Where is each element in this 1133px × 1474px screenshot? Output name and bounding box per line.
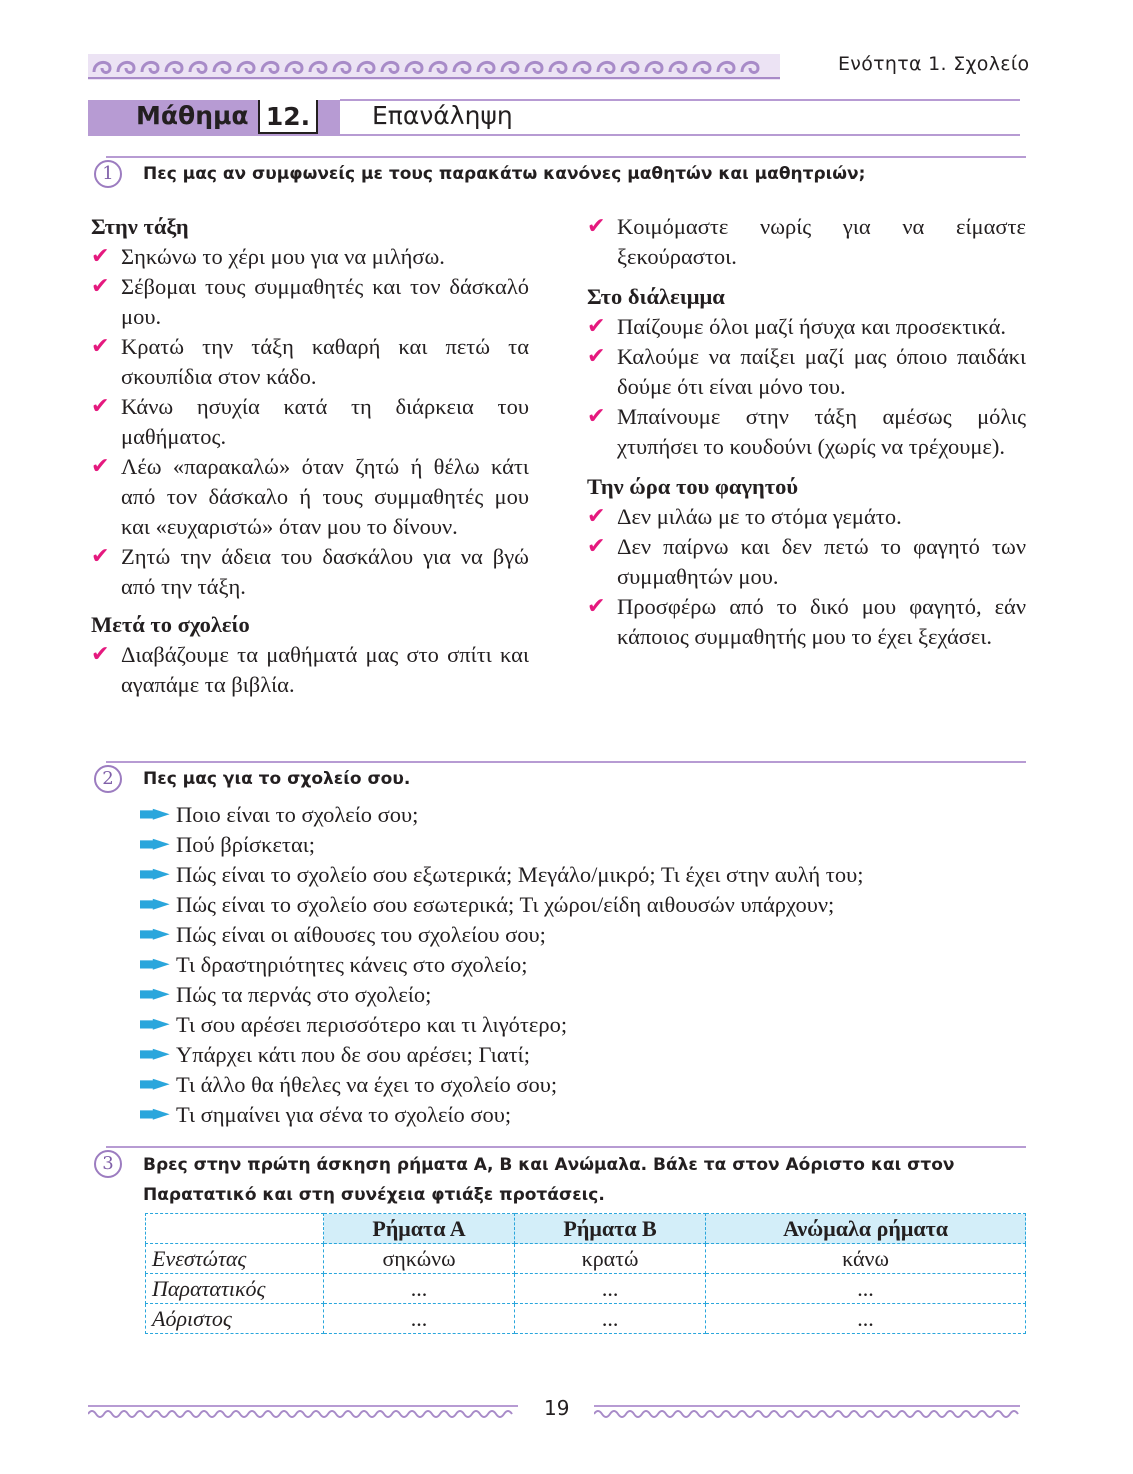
table-header-cell: Ανώμαλα ρήματα	[706, 1214, 1026, 1244]
verb-table	[145, 1213, 1026, 1334]
rule-item: ✔ Διαβάζουμε τα μαθήματά μας στο σπίτι και αγαπάμε τα βιβλία.	[91, 642, 529, 697]
rule-item: ✔ Καλούμε να παίξει μαζί μας όποιο παιδάκι δούμε ότι είναι μόνο του.	[587, 344, 1026, 399]
footer-wave-left	[88, 1404, 518, 1418]
table-cell: ...	[324, 1274, 515, 1304]
arrow-icon: ▬►	[138, 1011, 164, 1036]
rule-item: ✔ Κάνω ησυχία κατά τη διάρκεια του μαθήματος.	[91, 394, 529, 449]
exercise2-question-list	[138, 800, 1028, 1130]
check-icon: ✔	[587, 214, 606, 239]
table-cell: κρατώ	[515, 1244, 706, 1274]
exercise1-left-column	[91, 212, 529, 700]
rule-item: ✔ Παίζουμε όλοι μαζί ήσυχα και προσεκτικά.	[587, 312, 1026, 342]
arrow-icon: ▬►	[138, 921, 164, 946]
question-item: ▬► Ποιο είναι το σχολείο σου;	[138, 801, 419, 827]
check-icon: ✔	[91, 334, 110, 359]
check-icon: ✔	[587, 504, 606, 529]
table-cell: ...	[706, 1304, 1026, 1334]
rule-item: ✔ Κρατώ την τάξη καθαρή και πετώ τα σκουπίδια στον κάδο.	[91, 334, 529, 389]
rule-item: ✔ Δεν παίρνω και δεν πετώ το φαγητό των συμμαθητών μου.	[587, 534, 1026, 589]
section-heading: Στο διάλειμμα	[587, 284, 725, 309]
section-heading: Την ώρα του φαγητού	[587, 474, 799, 499]
question-item: ▬► Πώς τα περνάς στο σχολείο;	[138, 981, 432, 1007]
arrow-icon: ▬►	[138, 981, 164, 1006]
lesson-title: Επανάληψη	[372, 101, 513, 130]
exercise1-line	[106, 156, 1026, 158]
section-heading: Στην τάξη	[91, 214, 189, 239]
check-icon: ✔	[91, 642, 110, 667]
check-icon: ✔	[91, 454, 110, 479]
table-cell: κάνω	[706, 1244, 1026, 1274]
exercise3-prompt: Βρες στην πρώτη άσκηση ρήματα Α, Β και Ανώμαλα. Βάλε τα στον Αόριστο και στον Παρατατικό και στη συνέχεια φτιάξε προτάσεις.	[143, 1155, 955, 1205]
rule-item: ✔ Σέβομαι τους συμμαθητές και τον δάσκαλό μου.	[91, 274, 529, 329]
rule-item: ✔ Κοιμόμαστε νωρίς για να είμαστε ξεκούραστοι.	[587, 214, 1026, 269]
row-label: Αόριστος	[146, 1304, 324, 1334]
table-row	[146, 1304, 1026, 1334]
check-icon: ✔	[91, 394, 110, 419]
check-icon: ✔	[587, 594, 606, 619]
unit-title: Ενότητα 1. Σχολείο	[838, 53, 1030, 75]
check-icon: ✔	[587, 314, 606, 339]
lesson-line-bottom	[340, 134, 1020, 136]
page-number: 19	[544, 1396, 570, 1420]
question-item: ▬► Υπάρχει κάτι που δε σου αρέσει; Γιατί;	[138, 1041, 530, 1067]
rule-item: ✔ Σηκώνω το χέρι μου για να μιλήσω.	[91, 242, 529, 272]
exercise1-number: 1	[94, 160, 122, 188]
rule-item: ✔ Προσφέρω από το δικό μου φαγητό, εάν κάποιος συμμαθητής μου το έχει ξεχάσει.	[587, 594, 1026, 649]
table-cell: ...	[515, 1274, 706, 1304]
table-header-row	[146, 1214, 1026, 1244]
exercise1-prompt: Πες μας αν συμφωνείς με τους παρακάτω κανόνες μαθητών και μαθητριών;	[143, 164, 866, 184]
arrow-icon: ▬►	[138, 861, 164, 886]
question-item: ▬► Πού βρίσκεται;	[138, 831, 316, 857]
question-item: ▬► Τι άλλο θα ήθελες να έχει το σχολείο σου;	[138, 1071, 558, 1097]
footer-wave-right	[594, 1404, 1020, 1418]
arrow-icon: ▬►	[138, 801, 164, 826]
table-header-cell	[146, 1214, 324, 1244]
arrow-icon: ▬►	[138, 1071, 164, 1096]
check-icon: ✔	[91, 544, 110, 569]
table-header-cell: Ρήματα Α	[324, 1214, 515, 1244]
arrow-icon: ▬►	[138, 891, 164, 916]
rule-item: ✔ Λέω «παρακαλώ» όταν ζητώ ή θέλω κάτι από τον δάσκαλο ή τους συμμαθητές μου και «ευχαριστώ» όταν μου το δίνουν.	[91, 454, 529, 539]
rule-item: ✔ Μπαίνουμε στην τάξη αμέσως μόλις χτυπήσει το κουδούνι (χωρίς να τρέχουμε).	[587, 404, 1026, 459]
arrow-icon: ▬►	[138, 951, 164, 976]
lesson-number: 12.	[258, 100, 318, 134]
table-header-cell: Ρήματα Β	[515, 1214, 706, 1244]
exercise3-line	[106, 1146, 1026, 1148]
check-icon: ✔	[587, 344, 606, 369]
exercise2-prompt: Πες μας για το σχολείο σου.	[143, 769, 411, 789]
lesson-word: Μάθημα	[136, 101, 249, 130]
table-cell: ...	[324, 1304, 515, 1334]
table-cell: ...	[515, 1304, 706, 1334]
check-icon: ✔	[91, 274, 110, 299]
question-item: ▬► Πώς είναι οι αίθουσες του σχολείου σου;	[138, 921, 546, 947]
question-item: ▬► Τι σου αρέσει περισσότερο και τι λιγότερο;	[138, 1011, 568, 1037]
row-label: Ενεστώτας	[146, 1244, 324, 1274]
arrow-icon: ▬►	[138, 1041, 164, 1066]
check-icon: ✔	[91, 244, 110, 269]
rule-item: ✔ Ζητώ την άδεια του δασκάλου για να βγώ από την τάξη.	[91, 544, 529, 599]
arrow-icon: ▬►	[138, 831, 164, 856]
section-heading: Μετά το σχολείο	[91, 612, 250, 637]
exercise1-right-column	[587, 212, 1026, 652]
question-item: ▬► Τι σημαίνει για σένα το σχολείο σου;	[138, 1101, 512, 1127]
question-item: ▬► Πώς είναι το σχολείο σου εξωτερικά; Μεγάλο/μικρό; Τι έχει στην αυλή του;	[138, 861, 864, 887]
check-icon: ✔	[587, 534, 606, 559]
exercise2-number: 2	[94, 765, 122, 793]
check-icon: ✔	[587, 404, 606, 429]
table-row	[146, 1274, 1026, 1304]
exercise3-number: 3	[94, 1150, 122, 1178]
exercise2-line	[106, 761, 1026, 763]
row-label: Παρατατικός	[146, 1274, 324, 1304]
arrow-icon: ▬►	[138, 1101, 164, 1126]
question-item: ▬► Τι δραστηριότητες κάνεις στο σχολείο;	[138, 951, 528, 977]
table-cell: σηκώνω	[324, 1244, 515, 1274]
decorative-wave-band	[88, 52, 780, 82]
table-cell: ...	[706, 1274, 1026, 1304]
table-row	[146, 1244, 1026, 1274]
question-item: ▬► Πώς είναι το σχολείο σου εσωτερικά; Τι χώροι/είδη αιθουσών υπάρχουν;	[138, 891, 835, 917]
rule-item: ✔ Δεν μιλάω με το στόμα γεμάτο.	[587, 502, 1026, 532]
